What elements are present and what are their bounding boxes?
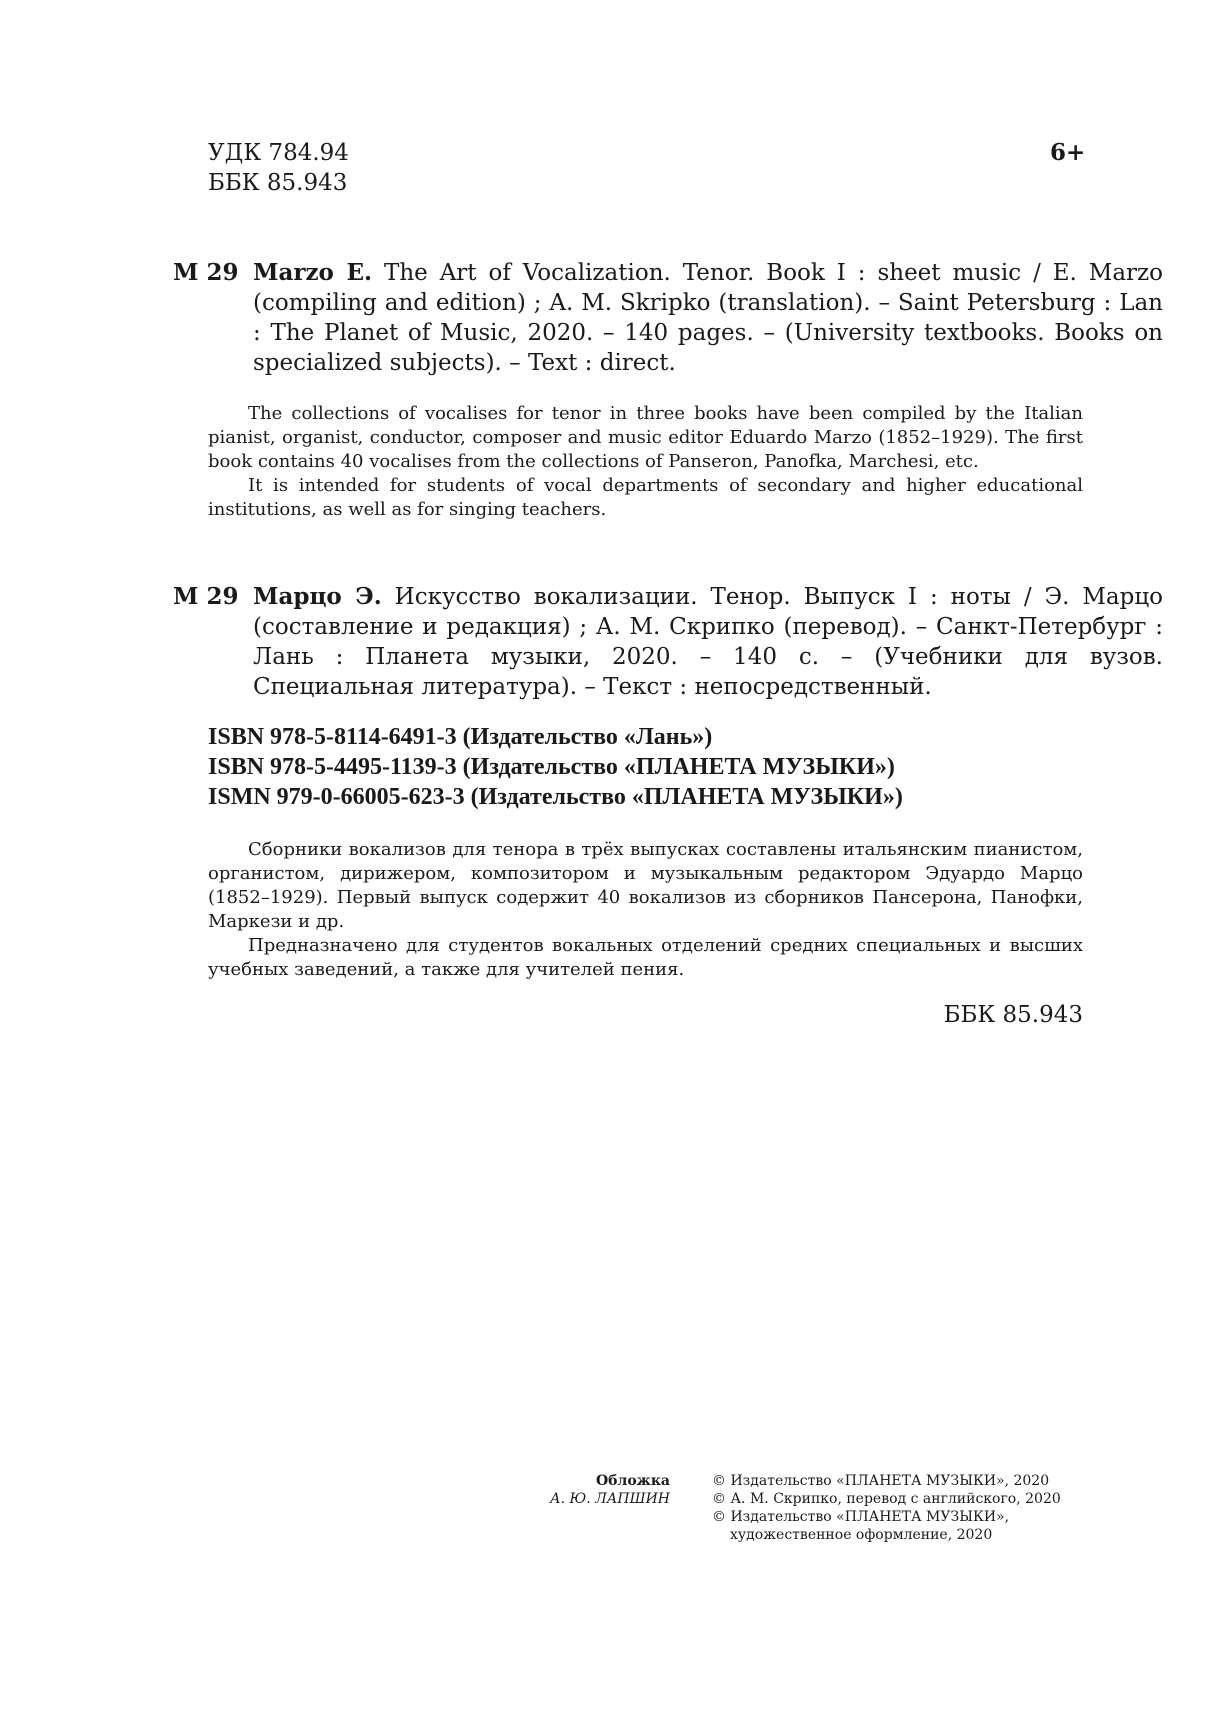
isbn-line-planeta: ISBN 978-5-4495-1139-3 (Издательство «ПЛАНЕТА МУЗЫКИ») xyxy=(208,754,895,780)
english-abstract-para-2: It is intended for students of vocal departments of secondary and higher educational institutions, as well as for singing teachers. xyxy=(208,475,1083,520)
russian-bibliographic-entry xyxy=(173,582,1163,702)
copyright-line-3: © Издательство «ПЛАНЕТА МУЗЫКИ», xyxy=(712,1509,1010,1525)
english-abstract-para-1: The collections of vocalises for tenor in three books have been compiled by the Italian pianist, organist, conductor, composer and music editor Eduardo Marzo (1852–1929). The first book contains 40 vocalises from the collections of Panseron, Panofka, Marchesi, etc. xyxy=(208,403,1083,472)
english-entry-text: The Art of Vocalization. Tenor. Book I : sheet music / E. Marzo (compiling and edition) ; A. M. Skripko (translation). – Saint Petersburg : Lan : The Planet of Music, 2020. – 140 pages. – (University textbooks. Books on specialized subjects). – Text : direct. xyxy=(253,260,1164,376)
ismn-line-planeta: ISMN 979-0-66005-623-3 (Издательство «ПЛАНЕТА МУЗЫКИ») xyxy=(208,784,903,810)
copyright-block xyxy=(712,1472,1112,1544)
copyright-line-2: © А. М. Скрипко, перевод с английского, 2020 xyxy=(712,1491,1061,1507)
cover-label: Обложка xyxy=(595,1473,670,1489)
russian-entry-author: Марцо Э. xyxy=(253,583,382,610)
russian-entry-index: М 29 xyxy=(173,583,239,610)
isbn-block xyxy=(208,722,903,812)
russian-abstract-para-2: Предназначено для студентов вокальных отделений средних специальных и высших учебных заведений, а также для учителей пения. xyxy=(208,935,1083,980)
english-abstract xyxy=(208,402,1083,522)
cover-artist: А. Ю. ЛАПШИН xyxy=(550,1491,670,1507)
udk-code: УДК 784.94 xyxy=(208,140,349,166)
russian-entry-text: Искусство вокализации. Тенор. Выпуск I : ноты / Э. Марцо (составление и редакция) ; А. М. Скрипко (перевод). – Санкт-Петербург : Лань : Планета музыки, 2020. – 140 с. – (Учебники для вузов. Специальная литература). – Текст : непосредственный. xyxy=(253,584,1163,700)
english-entry-author: Marzo E. xyxy=(253,259,373,286)
english-entry-index: М 29 xyxy=(173,259,239,286)
bbk-footer-code: ББК 85.943 xyxy=(943,1002,1083,1028)
age-rating: 6+ xyxy=(1050,139,1086,166)
english-bibliographic-entry xyxy=(173,258,1163,378)
russian-abstract xyxy=(208,838,1083,982)
bbk-code: ББК 85.943 xyxy=(208,170,348,196)
cover-credits xyxy=(480,1472,670,1508)
copyright-line-4: художественное оформление, 2020 xyxy=(730,1527,993,1543)
russian-abstract-para-1: Сборники вокализов для тенора в трёх выпусках составлены итальянским пианистом, органистом, дирижером, композитором и музыкальным редактором Эдуардо Марцо (1852–1929). Первый выпуск содержит 40 вокализов из сборников Пансерона, Панофки, Маркези и др. xyxy=(208,839,1083,932)
copyright-line-1: © Издательство «ПЛАНЕТА МУЗЫКИ», 2020 xyxy=(712,1473,1050,1489)
isbn-line-lan: ISBN 978-5-8114-6491-3 (Издательство «Лань») xyxy=(208,724,713,750)
